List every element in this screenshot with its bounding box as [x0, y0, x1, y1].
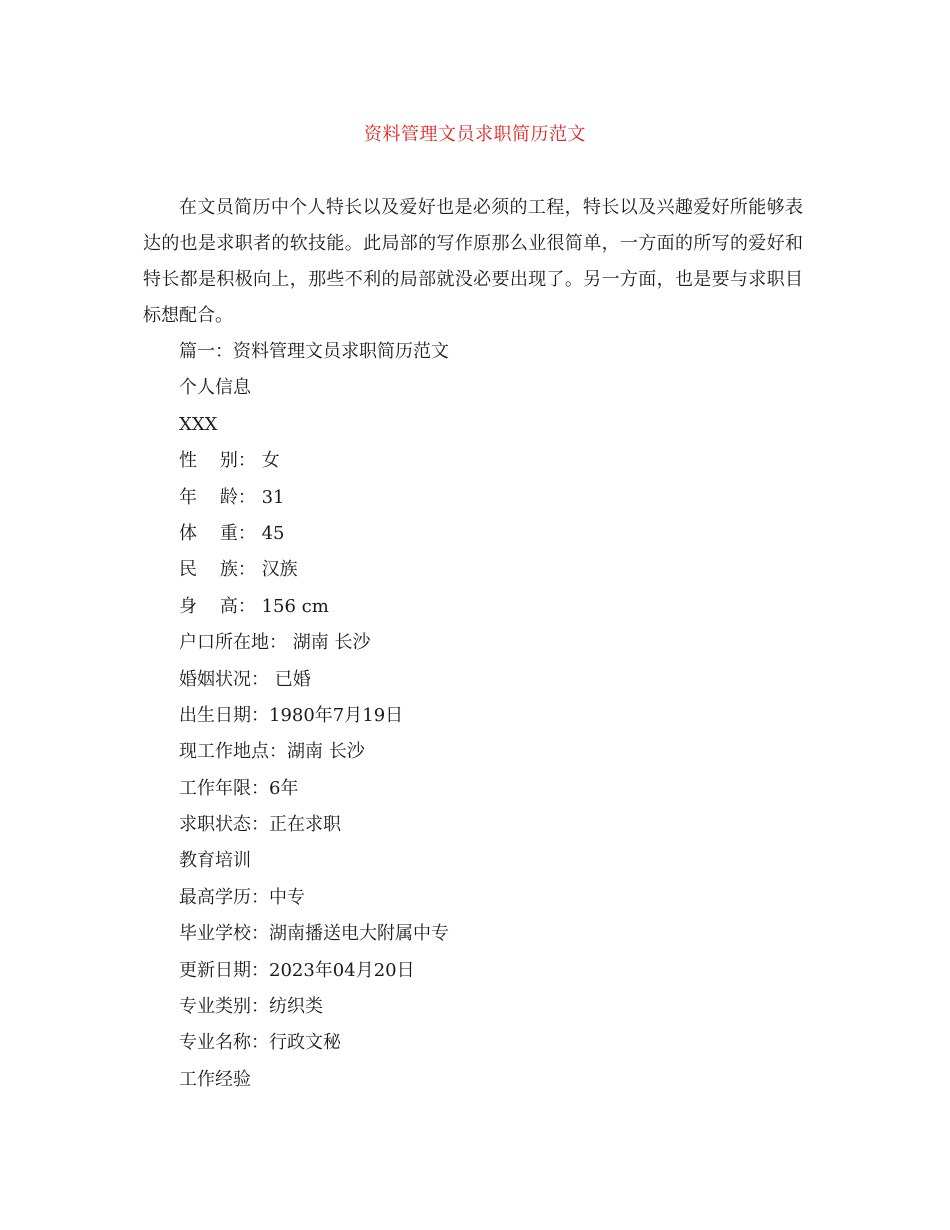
section-heading-work-experience: 工作经验 — [179, 1068, 251, 1090]
section-heading-personal-info: 个人信息 — [179, 377, 251, 399]
update-date-line: 更新日期：2023年04月20日 — [179, 959, 415, 981]
ethnicity-line: 民 族： 汉族 — [179, 559, 298, 581]
age-line: 年 龄： 31 — [179, 486, 285, 508]
marital-status-line: 婚姻状况： 已婚 — [179, 668, 311, 690]
document-title: 资料管理文员求职简历范文 — [364, 124, 586, 145]
major-category-line: 专业类别：纺织类 — [179, 996, 323, 1018]
resume-lines — [179, 334, 799, 1098]
hukou-line: 户口所在地： 湖南 长沙 — [179, 632, 371, 654]
highest-degree-line: 最高学历：中专 — [179, 886, 305, 908]
job-status-line: 求职状态：正在求职 — [179, 814, 341, 836]
birth-date-line: 出生日期：1980年7月19日 — [179, 704, 404, 726]
gender-line: 性 别： 女 — [179, 450, 280, 472]
name-line: XXX — [179, 413, 218, 435]
height-line: 身 高： 156 cm — [179, 595, 329, 617]
major-name-line: 专业名称：行政文秘 — [179, 1032, 341, 1054]
work-years-line: 工作年限：6年 — [179, 777, 299, 799]
section-heading-resume: 篇一：资料管理文员求职简历范文 — [179, 341, 449, 362]
school-line: 毕业学校：湖南播送电大附属中专 — [179, 923, 449, 945]
section-heading-education: 教育培训 — [179, 850, 251, 872]
intro-paragraph: 在文员简历中个人特长以及爱好也是必须的工程，特长以及兴趣爱好所能够表达的也是求职者的软技能。此局部的写作原那么业很简单，一方面的所写的爱好和特长都是积极向上，那些不利的局部就没必要出现了。另一方面，也是要与求职目标想配合。 — [143, 197, 803, 326]
weight-line: 体 重： 45 — [179, 522, 285, 544]
work-location-line: 现工作地点：湖南 长沙 — [179, 741, 365, 763]
